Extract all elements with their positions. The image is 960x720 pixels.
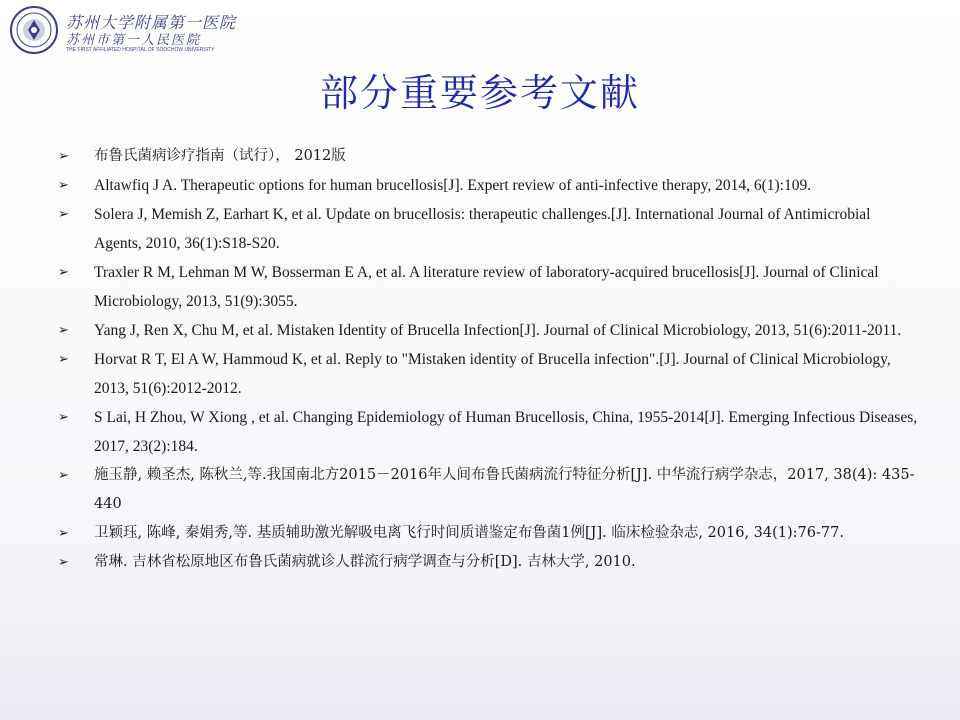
reference-item: ➢ Yang J, Ren X, Chu M, et al. Mistaken Identity of Brucella Infection[J]. Journal of Clinical Microbiology, 2013, 51(6):2011-2011. bbox=[58, 316, 918, 345]
reference-item: ➢ 施玉静, 赖圣杰, 陈秋兰,等.我国南北方2015－2016年人间布鲁氏菌病流行特征分析[J]. 中华流行病学杂志，2017, 38(4): 435-440 bbox=[58, 461, 918, 519]
arrowhead-bullet-icon: ➢ bbox=[58, 555, 69, 570]
arrowhead-bullet-icon: ➢ bbox=[58, 323, 69, 338]
reference-item: ➢ 布鲁氏菌病诊疗指南（试行）， 2012版 bbox=[58, 142, 918, 171]
university-seal-icon bbox=[10, 6, 58, 54]
reference-item: ➢ Solera J, Memish Z, Earhart K, et al. Update on brucellosis: therapeutic challenges.[J]. International Journal of Antimicrobial Agents, 2010, 36(1):S18-S20. bbox=[58, 200, 918, 258]
arrowhead-bullet-icon: ➢ bbox=[58, 468, 69, 483]
reference-item: ➢ Traxler R M, Lehman M W, Bosserman E A, et al. A literature review of laboratory-acquired brucellosis[J]. Journal of Clinical Microbiology, 2013, 51(9):3055. bbox=[58, 258, 918, 316]
arrowhead-bullet-icon: ➢ bbox=[58, 207, 69, 222]
arrowhead-bullet-icon: ➢ bbox=[58, 149, 69, 164]
reference-list bbox=[58, 142, 918, 577]
reference-item: ➢ Altawfiq J A. Therapeutic options for human brucellosis[J]. Expert review of anti-infective therapy, 2014, 6(1):109. bbox=[58, 171, 918, 200]
reference-item: ➢ S Lai, H Zhou, W Xiong , et al. Changing Epidemiology of Human Brucellosis, China, 1955-2014[J]. Emerging Infectious Diseases, 2017, 23(2):184. bbox=[58, 403, 918, 461]
arrowhead-bullet-icon: ➢ bbox=[58, 178, 69, 193]
hospital-name-cn-alt: 苏州市第一人民医院 bbox=[66, 33, 202, 48]
hospital-name-en: THE FIRST AFFILIATED HOSPITAL OF SOOCHOW UNIVERSITY bbox=[66, 47, 215, 53]
reference-item: ➢ 卫颖珏, 陈峰, 秦娟秀,等. 基质辅助激光解吸电离飞行时间质谱鉴定布鲁菌1例[J]. 临床检验杂志, 2016, 34(1):76-77. bbox=[58, 519, 918, 548]
reference-item: ➢ Horvat R T, El A W, Hammoud K, et al. Reply to "Mistaken identity of Brucella infection".[J]. Journal of Clinical Microbiology, 2013, 51(6):2012-2012. bbox=[58, 345, 918, 403]
slide-title: 部分重要参考文献 bbox=[319, 71, 640, 115]
hospital-header bbox=[10, 6, 237, 56]
arrowhead-bullet-icon: ➢ bbox=[58, 352, 69, 367]
arrowhead-bullet-icon: ➢ bbox=[58, 526, 69, 541]
reference-item: ➢ 常琳. 吉林省松原地区布鲁氏菌病就诊人群流行病学调查与分析[D]. 吉林大学, 2010. bbox=[58, 548, 918, 577]
hospital-name-cn: 苏州大学附属第一医院 bbox=[66, 13, 237, 32]
arrowhead-bullet-icon: ➢ bbox=[58, 265, 69, 280]
arrowhead-bullet-icon: ➢ bbox=[58, 410, 69, 425]
